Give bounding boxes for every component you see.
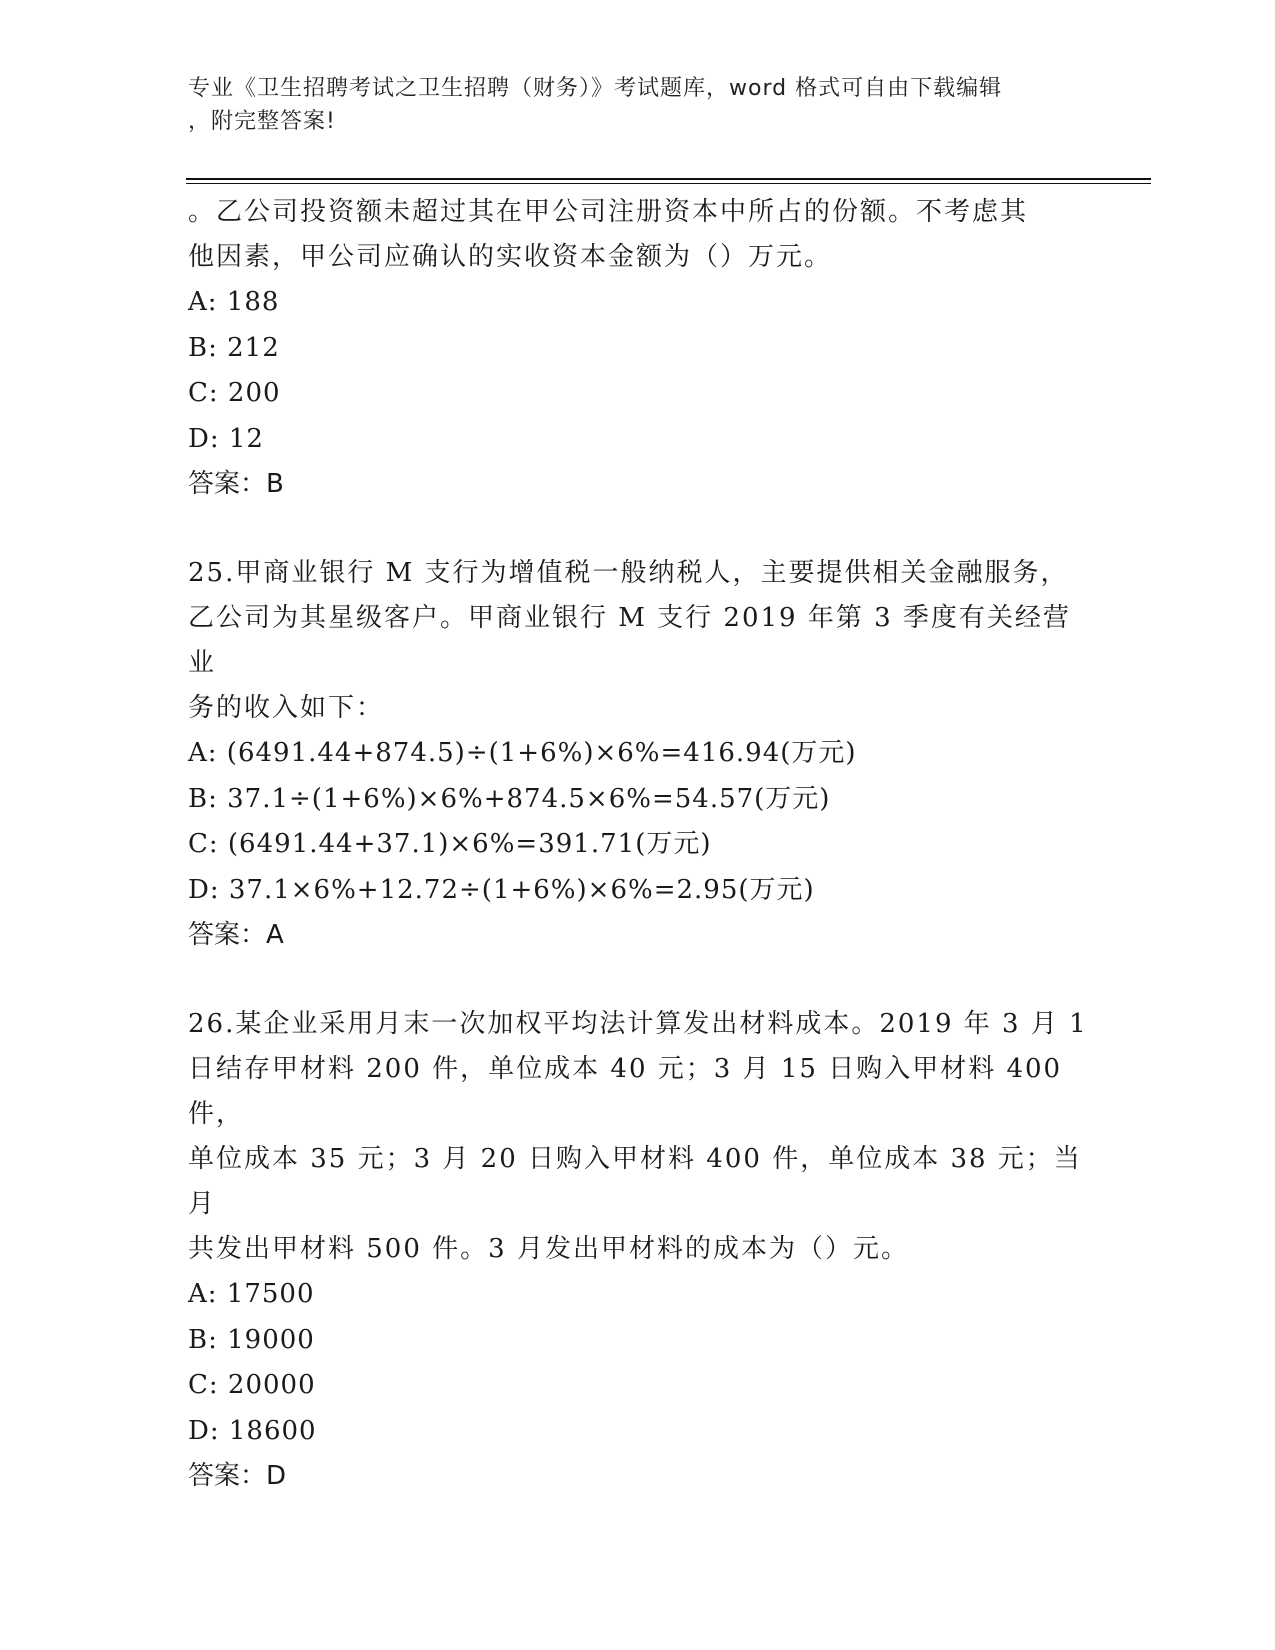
option-b: B: 37.1÷(1+6%)×6%+874.5×6%=54.57(万元) <box>188 783 831 814</box>
question-text-line: 日结存甲材料 200 件，单位成本 40 元；3 月 15 日购入甲材料 400 件， <box>188 1054 1063 1129</box>
option-d: D: 12 <box>188 423 264 454</box>
question-text-line: 务的收入如下： <box>188 693 385 723</box>
question-block <box>188 551 1088 957</box>
question-text-line: 乙公司为其星级客户。甲商业银行 M 支行 2019 年第 3 季度有关经营业 <box>188 603 1071 678</box>
option-c: C: 20000 <box>188 1370 316 1400</box>
document-header <box>188 72 1068 138</box>
option-b: B: 212 <box>188 332 280 363</box>
question-block <box>188 190 1088 506</box>
option-d: D: 37.1×6%+12.72÷(1+6%)×6%=2.95(万元) <box>188 874 815 905</box>
option-c: C: (6491.44+37.1)×6%=391.71(万元) <box>188 829 712 859</box>
answer-line: 答案：B <box>188 469 284 499</box>
header-line-1: 专业《卫生招聘考试之卫生招聘（财务）》考试题库，word 格式可自由下载编辑 <box>188 76 1003 101</box>
question-text-line: 25.甲商业银行 M 支行为增值税一般纳税人，主要提供相关金融服务， <box>188 558 1069 588</box>
option-b: B: 19000 <box>188 1324 315 1355</box>
question-text-line: 26.某企业采用月末一次加权平均法计算发出材料成本。2019 年 3 月 1 <box>188 1009 1088 1039</box>
option-d: D: 18600 <box>188 1415 317 1446</box>
question-text-line: 单位成本 35 元；3 月 20 日购入甲材料 400 件，单位成本 38 元；当月 <box>188 1144 1082 1219</box>
question-text-line: 他因素，甲公司应确认的实收资本金额为（）万元。 <box>188 242 833 272</box>
question-text-line: 共发出甲材料 500 件。3 月发出甲材料的成本为（）元。 <box>188 1234 909 1264</box>
question-text-line: 。乙公司投资额未超过其在甲公司注册资本中所占的份额。不考虑其 <box>188 197 1029 227</box>
header-divider-thick <box>186 178 1151 180</box>
header-divider-thin <box>186 183 1151 184</box>
option-a: A: (6491.44+874.5)÷(1+6%)×6%=416.94(万元) <box>188 738 857 768</box>
option-c: C: 200 <box>188 378 281 408</box>
answer-line: 答案：D <box>188 1461 287 1491</box>
option-a: A: 188 <box>188 287 280 317</box>
question-spacer <box>188 957 1088 1002</box>
question-spacer <box>188 506 1088 551</box>
option-a: A: 17500 <box>188 1279 315 1309</box>
question-list <box>188 190 1088 1498</box>
answer-line: 答案：A <box>188 920 284 950</box>
question-block <box>188 1002 1088 1498</box>
header-line-2: ，附完整答案! <box>188 109 336 134</box>
